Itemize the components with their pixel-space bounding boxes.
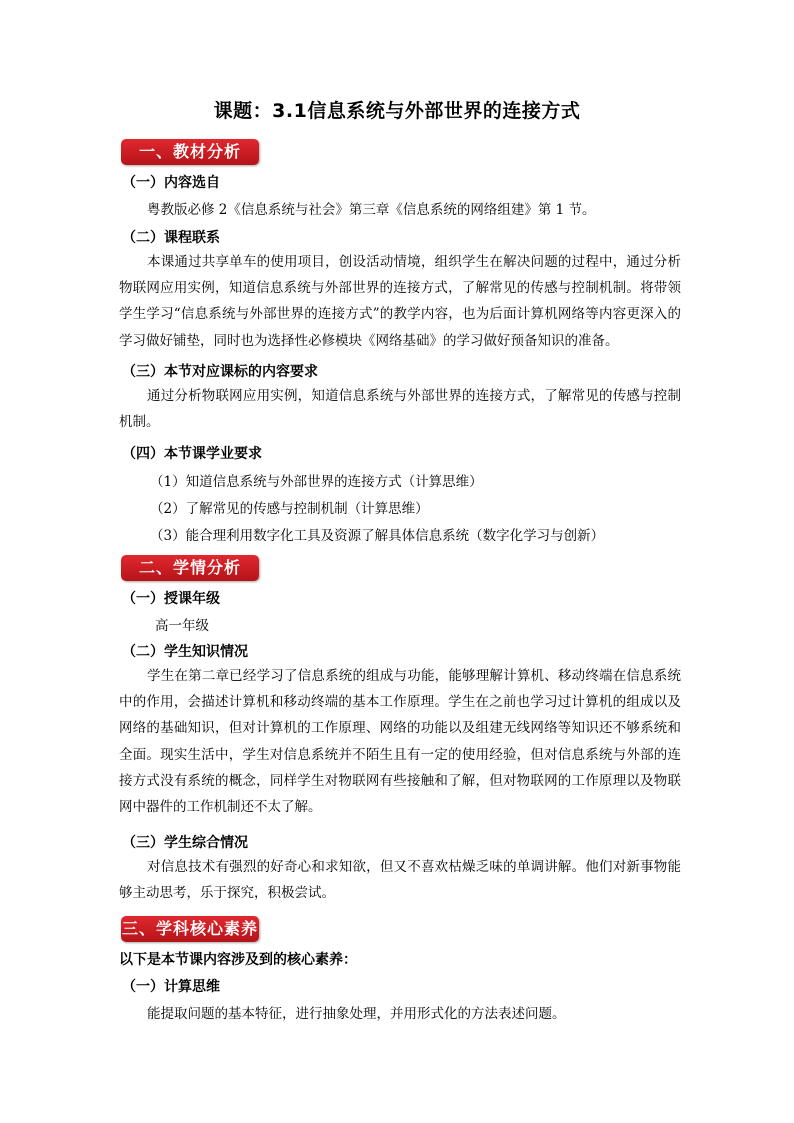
paragraph-curriculum-requirements: 通过分析物联网应用实例，知道信息系统与外部世界的连接方式，了解常见的传感与控制机制。 <box>119 388 681 431</box>
section-banner-textbook-analysis: 一、教材分析 <box>121 139 259 165</box>
paragraph-content-source: 粤教版必修 2《信息系统与社会》第三章《信息系统的网络组建》第 1 节。 <box>147 202 596 218</box>
paragraph-computational-thinking: 能提取问题的基本特征，进行抽象处理，并用形式化的方法表述问题。 <box>147 1006 566 1022</box>
paragraph-student-overall: 对信息技术有强烈的好奇心和求知欲，但又不喜欢枯燥乏味的单调讲解。他们对新事物能够主动思考，乐于探究，积极尝试。 <box>119 859 681 902</box>
requirement-item-1: （1）知道信息系统与外部世界的连接方式（计算思维） <box>150 474 483 490</box>
subheading-course-connection: （二）课程联系 <box>122 230 220 246</box>
paragraph-grade: 高一年级 <box>155 618 209 634</box>
subheading-grade: （一）授课年级 <box>122 591 220 607</box>
requirement-item-3: （3）能合理利用数字化工具及资源了解具体信息系统（数字化学习与创新） <box>150 528 605 544</box>
subheading-student-knowledge: （二）学生知识情况 <box>122 644 248 660</box>
paragraph-course-connection: 本课通过共享单车的使用项目，创设活动情境，组织学生在解决问题的过程中，通过分析物联网应用实例，知道信息系统与外部世界的连接方式，了解常见的传感与控制机制。将带领学生学习“信息系统与外部世界的连接方式”的教学内容，也为后面计算机网络等内容更深入的学习做好铺垫，同时也为选择性必修模块《网络基础》的学习做好预备知识的准备。 <box>119 254 681 349</box>
section-banner-student-analysis: 二、学情分析 <box>121 555 259 581</box>
paragraph-student-knowledge: 学生在第二章已经学习了信息系统的组成与功能，能够理解计算机、移动终端在信息系统中的作用，会描述计算机和移动终端的基本工作原理。学生在之前也学习过计算机的组成以及网络的基础知识，但对计算机的工作原理、网络的功能以及组建无线网络等知识还不够系统和全面。现实生活中，学生对信息系统并不陌生且有一定的使用经验，但对信息系统与外部的连接方式没有系统的概念，同样学生对物联网有些接触和了解，但对物联网的工作原理以及物联网中器件的工作机制还不太了解。 <box>119 668 681 816</box>
section-banner-core-competencies: 三、学科核心素养 <box>121 916 259 942</box>
subheading-content-source: （一）内容选自 <box>122 175 220 191</box>
page-title: 课题：3.1信息系统与外部世界的连接方式 <box>213 100 581 122</box>
requirement-item-2: （2）了解常见的传感与控制机制（计算思维） <box>150 501 429 517</box>
subheading-academic-requirements: （四）本节课学业要求 <box>122 446 262 462</box>
subheading-curriculum-requirements: （三）本节对应课标的内容要求 <box>122 364 318 380</box>
subheading-student-overall: （三）学生综合情况 <box>122 835 248 851</box>
core-competencies-intro: 以下是本节课内容涉及到的核心素养： <box>119 952 357 968</box>
subheading-computational-thinking: （一）计算思维 <box>122 979 220 995</box>
